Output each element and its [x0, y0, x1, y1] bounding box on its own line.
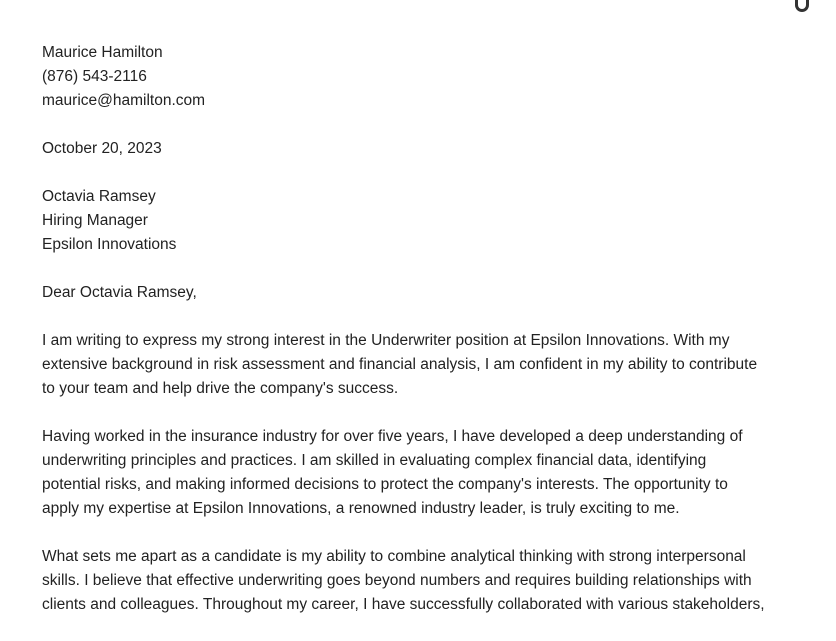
sender-phone: (876) 543-2116: [42, 68, 147, 85]
letter-date: October 20, 2023: [42, 140, 162, 157]
paragraph-1: [42, 329, 822, 401]
paragraph-line: extensive background in risk assessment and financial analysis, I am confident in my ability to contribute: [42, 356, 758, 373]
partial-icon: [795, 0, 809, 12]
paragraph-line: apply my expertise at Epsilon Innovations, a renowned industry leader, is truly exciting to me.: [42, 500, 680, 517]
paragraph-line: underwriting principles and practices. I am skilled in evaluating complex financial data, identifying: [42, 452, 707, 469]
paragraph-3: [42, 545, 822, 617]
recipient-block: [42, 185, 822, 257]
paragraph-line: What sets me apart as a candidate is my ability to combine analytical thinking with strong interpersonal: [42, 548, 746, 565]
paragraph-line: I am writing to express my strong interest in the Underwriter position at Epsilon Innovations. With my: [42, 332, 730, 349]
recipient-company: Epsilon Innovations: [42, 236, 177, 253]
paragraph-line: to your team and help drive the company's success.: [42, 380, 399, 397]
paragraph-line: clients and colleagues. Throughout my career, I have successfully collaborated with various stakeholders,: [42, 596, 765, 613]
paragraph-line: skills. I believe that effective underwriting goes beyond numbers and requires building relationships with: [42, 572, 752, 589]
paragraph-line: Having worked in the insurance industry for over five years, I have developed a deep understanding of: [42, 428, 743, 445]
sender-block: [42, 41, 822, 113]
cover-letter: [42, 41, 822, 641]
sender-email: maurice@hamilton.com: [42, 92, 206, 109]
paragraph-line: potential risks, and making informed decisions to protect the company's interests. The opportunity to: [42, 476, 728, 493]
recipient-title: Hiring Manager: [42, 212, 148, 229]
salutation: Dear Octavia Ramsey,: [42, 284, 197, 301]
sender-name: Maurice Hamilton: [42, 44, 163, 61]
recipient-name: Octavia Ramsey: [42, 188, 156, 205]
paragraph-2: [42, 425, 822, 521]
